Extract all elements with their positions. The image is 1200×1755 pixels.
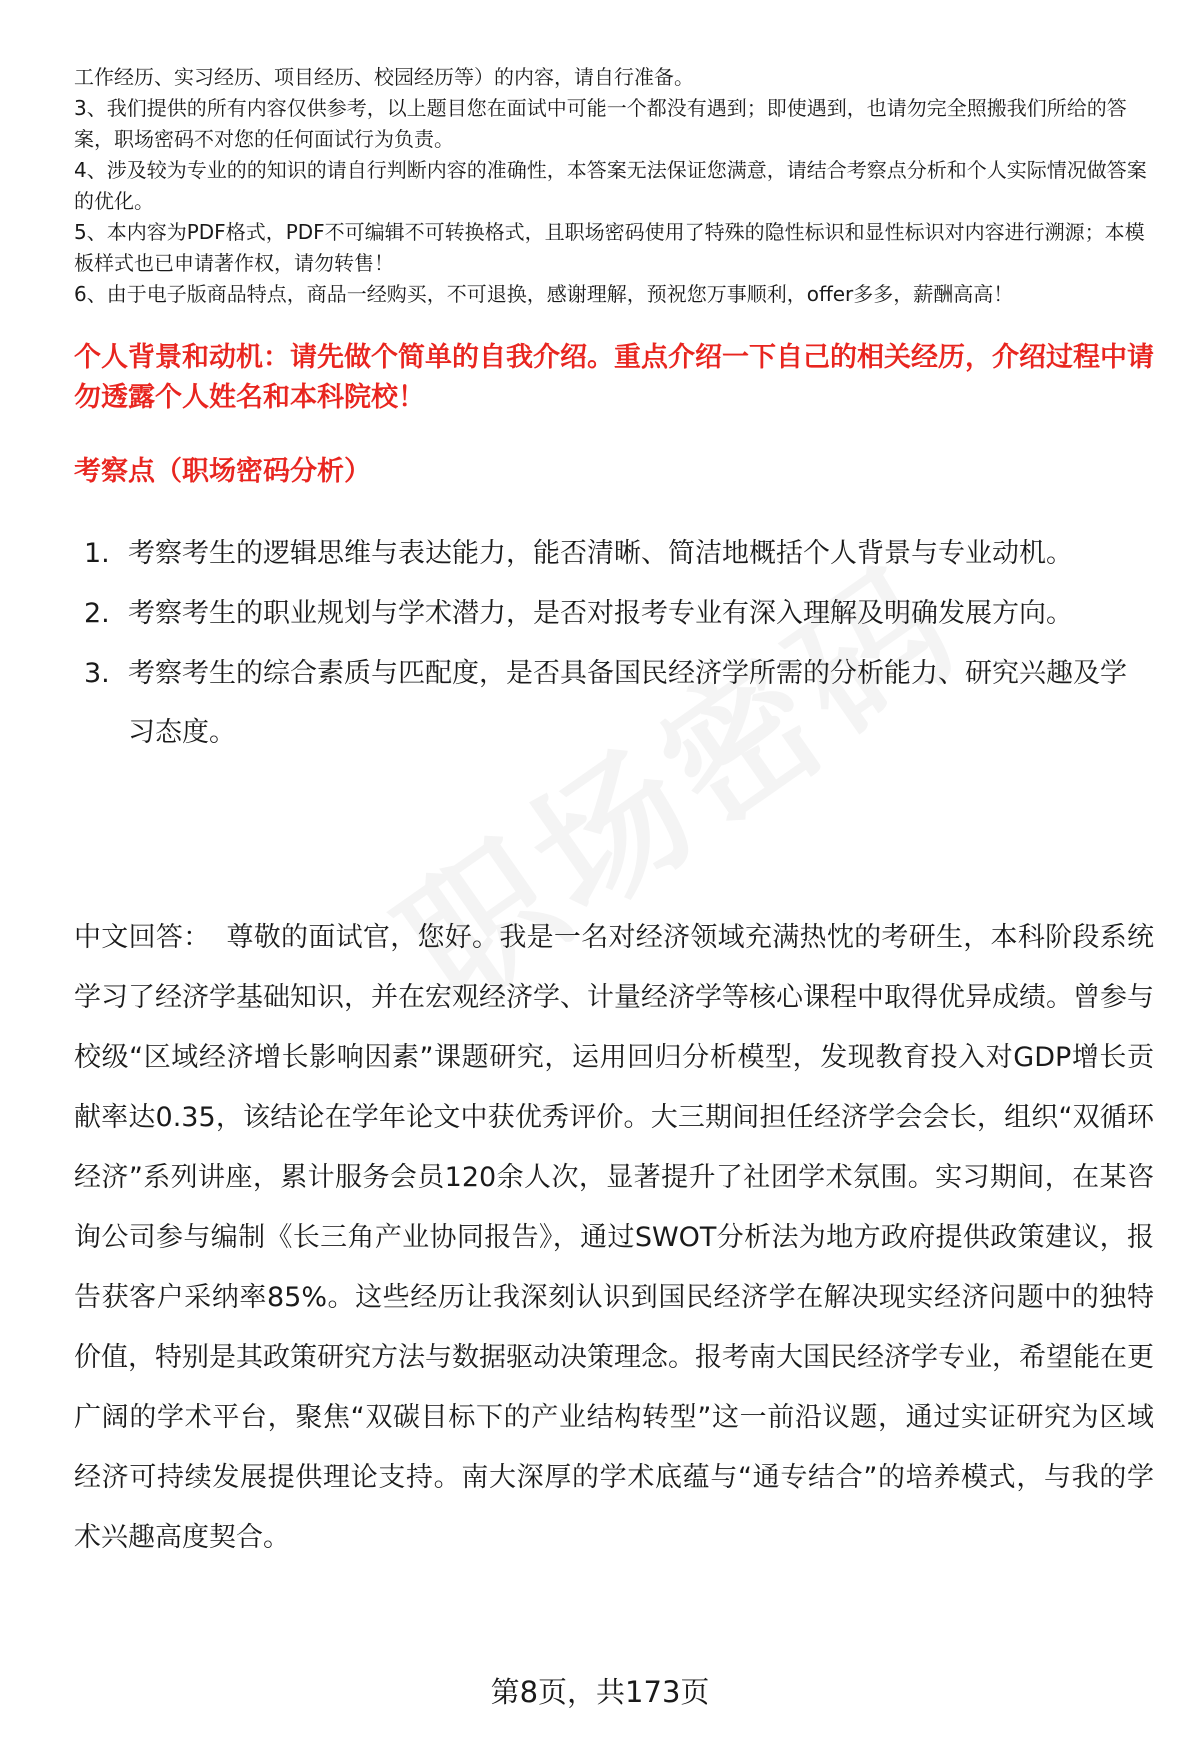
list-item (74, 644, 1144, 762)
note-line: 4、涉及较为专业的的知识的请自行判断内容的准确性，本答案无法保证您满意，请结合考察点分析和个人实际情况做答案的优化。 (74, 158, 1147, 213)
analysis-list (74, 524, 1144, 763)
note-line: 6、由于电子版商品特点，商品一经购买，不可退换，感谢理解，预祝您万事顺利，offer多多，薪酬高高！ (74, 282, 1014, 306)
list-item (74, 584, 1144, 643)
answer-label: 中文回答： (74, 922, 211, 953)
list-number: 1. (84, 538, 110, 569)
note-line: 3、我们提供的所有内容仅供参考，以上题目您在面试中可能一个都没有遇到；即使遇到，也请勿完全照搬我们所给的答案，职场密码不对您的任何面试行为负责。 (74, 96, 1127, 151)
note-line: 工作经历、实习经历、项目经历、校园经历等）的内容，请自行准备。 (74, 65, 694, 89)
page-number: 第8页，共173页 (490, 1675, 710, 1709)
answer-paragraph (74, 908, 1154, 1568)
list-number: 2. (84, 598, 110, 629)
note-line: 5、本内容为PDF格式，PDF不可编辑不可转换格式，且职场密码使用了特殊的隐性标识和显性标识对内容进行溯源；本模板样式也已申请著作权，请勿转售！ (74, 220, 1145, 275)
notes-block (74, 62, 1154, 310)
list-number: 3. (84, 658, 110, 689)
list-text: 考察考生的逻辑思维与表达能力，能否清晰、简洁地概括个人背景与专业动机。 (128, 538, 1073, 569)
list-text: 考察考生的综合素质与匹配度，是否具备国民经济学所需的分析能力、研究兴趣及学习态度。 (128, 658, 1127, 748)
analysis-heading: 考察点（职场密码分析） (74, 456, 371, 487)
answer-text: 尊敬的面试官，您好。我是一名对经济领域充满热忱的考研生，本科阶段系统学习了经济学基础知识，并在宏观经济学、计量经济学等核心课程中取得优异成绩。曾参与校级“区域经济增长影响因素”课题研究，运用回归分析模型，发现教育投入对GDP增长贡献率达0.35，该结论在学年论文中获优秀评价。大三期间担任经济学会会长，组织“双循环经济”系列讲座，累计服务会员120余人次，显著提升了社团学术氛围。实习期间，在某咨询公司参与编制《长三角产业协同报告》，通过SWOT分析法为地方政府提供政策建议，报告获客户采纳率85%。这些经历让我深刻认识到国民经济学在解决现实经济问题中的独特价值，特别是其政策研究方法与数据驱动决策理念。报考南大国民经济学专业，希望能在更广阔的学术平台，聚焦“双碳目标下的产业结构转型”这一前沿议题，通过实证研究为区域经济可持续发展提供理论支持。南大深厚的学术底蕴与“通专结合”的培养模式，与我的学术兴趣高度契合。 (74, 922, 1155, 1553)
question-heading: 个人背景和动机：请先做个简单的自我介绍。重点介绍一下自己的相关经历，介绍过程中请勿透露个人姓名和本科院校！ (74, 342, 1154, 413)
list-item (74, 524, 1144, 583)
list-text: 考察考生的职业规划与学术潜力，是否对报考专业有深入理解及明确发展方向。 (128, 598, 1073, 629)
